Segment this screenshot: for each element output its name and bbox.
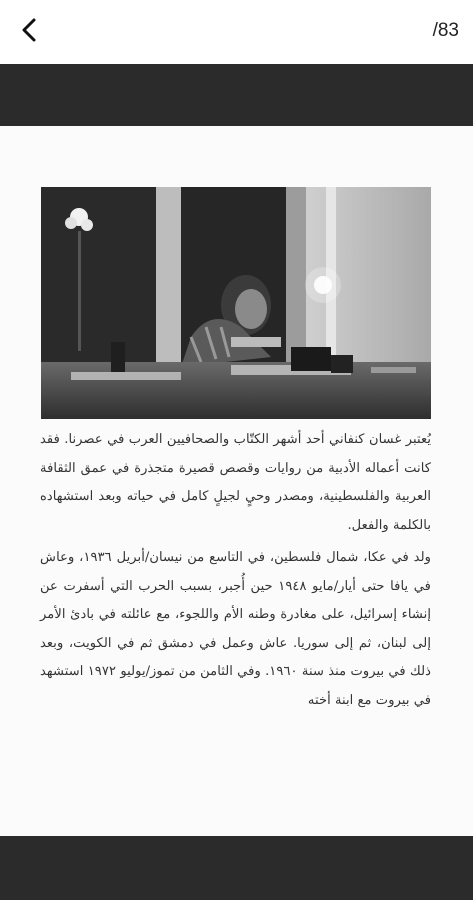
chevron-left-icon: [12, 12, 48, 48]
back-button[interactable]: [12, 12, 48, 48]
paragraph: يُعتبر غسان كنفاني أحد أشهر الكتّاب والصحافيين العرب في عصرنا. فقد كانت أعماله الأدبية من روايات وقصص قصيرة متجذرة في عمق الثقافة العربية والفلسطينية، ومصدر وحيٍ لجيلٍ كامل في حياته وبعد استشهاده بالكلمة والفعل.: [40, 432, 431, 533]
book-page: [0, 126, 473, 836]
bottom-dark-band: [0, 836, 473, 900]
paragraph: ولد في عكا، شمال فلسطين، في التاسع من نيسان/أبريل ١٩٣٦، وعاش في يافا حتى أيار/مايو ١٩٤٨ حين أُجبر، بسبب الحرب التي أسفرت عن إنشاء إسرائيل، على مغادرة وطنه الأم واللجوء، مع عائلته في بادئ الأمر إلى لبنان، ثم إلى سوريا. عاش وعمل في دمشق ثم في الكويت، وبعد ذلك في بيروت منذ سنة ١٩٦٠. وفي الثامن من تموز/يوليو ١٩٧٢ استشهد في بيروت مع ابنة أخته: [40, 550, 431, 708]
author-photo: [41, 187, 431, 419]
top-navigation-bar: [0, 0, 473, 64]
top-dark-band: [0, 64, 473, 126]
page-indicator: /83: [432, 20, 459, 41]
photo-illustration: [41, 187, 431, 419]
article-text: [40, 426, 431, 719]
